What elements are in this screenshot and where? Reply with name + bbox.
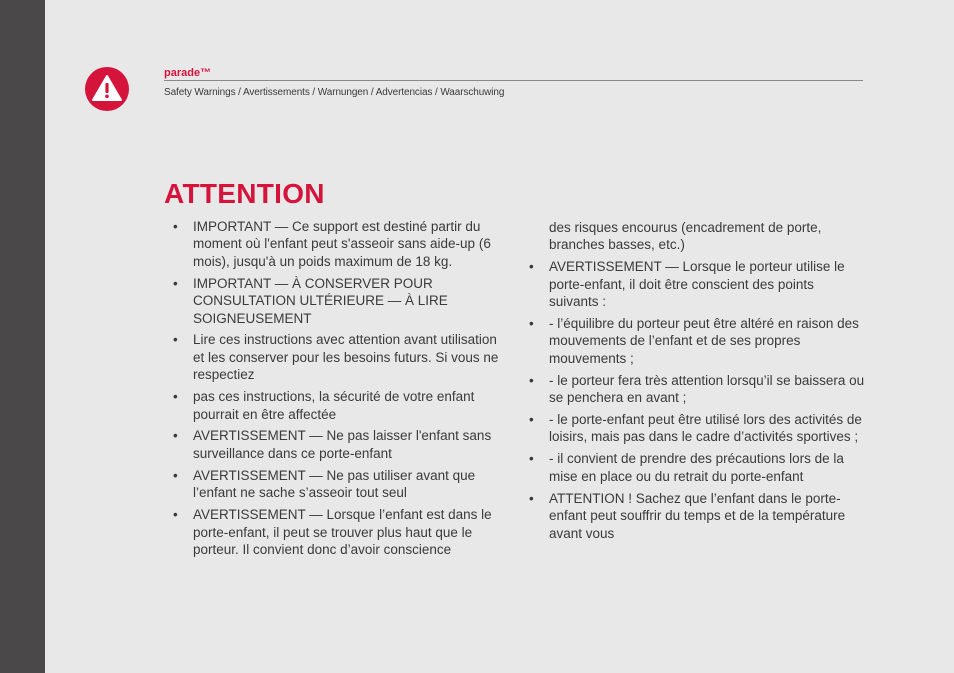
list-item-text: AVERTISSEMENT — Lorsque le porteur utilise le porte-enfant, il doit être conscient des points suivants : [549,259,845,310]
bullet-icon: • [173,275,178,291]
bullet-icon: • [173,219,178,234]
list-item-text: - il convient de prendre des précautions lors de la mise en place ou du retrait du porte-enfant [549,451,844,484]
list-item-text: AVERTISSEMENT — Ne pas utiliser avant que l’enfant ne sache s’asseoir tout seul [193,467,476,501]
list-item [173,388,505,423]
bullet-icon: • [529,412,534,428]
list-item-text: IMPORTANT — À CONSERVER POUR CONSULTATION ULTÉRIEURE — À LIRE SOIGNEUSEMENT [193,275,448,326]
left-warning-list [173,218,505,563]
list-item [173,331,505,383]
list-item [529,411,867,446]
list-item-text: AVERTISSEMENT — Lorsque l’enfant est dans le porte-enfant, il peut se trouver plus haut que le porteur. Il convient donc d’avoir conscience [193,507,492,557]
list-item [173,427,505,462]
bullet-icon: • [173,507,178,523]
list-item-text: IMPORTANT — Ce support est destiné partir du moment où l'enfant peut s'asseoir sans aide-up (6 mois), jusqu'à un poids maximum de 18 kg. [193,219,491,269]
bullet-icon: • [529,259,534,275]
page-title: ATTENTION [164,178,325,209]
header-divider [164,80,863,81]
list-item [529,258,867,310]
list-item-text: des risques encourus (encadrement de porte, branches basses, etc.) [549,220,822,253]
list-item-text: ATTENTION ! Sachez que l’enfant dans le porte-enfant peut souffrir du temps et de la température avant vous [549,490,846,541]
list-item [529,490,867,542]
bullet-icon: • [529,490,534,506]
list-item [529,372,867,407]
bullet-icon: • [529,372,534,388]
list-item-text: - l’équilibre du porteur peut être altéré en raison des mouvements de l’enfant et de ses propres mouvements ; [549,316,859,366]
page-subtitle: Safety Warnings / Avertissements / Warnungen / Advertencias / Waarschuwing [164,87,505,98]
list-item [173,467,505,502]
list-item-text: - le porteur fera très attention lorsqu’il se baissera ou se penchera en avant ; [549,372,865,406]
bullet-icon: • [173,428,178,444]
bullet-icon: • [529,316,534,332]
left-sidebar-band [0,0,45,673]
list-item [173,275,505,327]
list-item [173,506,505,558]
list-item [173,218,505,270]
list-item-continuation [529,219,867,254]
list-item-text: AVERTISSEMENT — Ne pas laisser l'enfant sans surveillance dans ce porte-enfant [193,428,492,461]
list-item-text: Lire ces instructions avec attention avant utilisation et les conserver pour les besoins futurs. Si vous ne respectiez [193,332,499,383]
bullet-icon: • [529,451,534,467]
warning-triangle-icon [85,67,129,111]
right-warning-list [529,219,867,546]
bullet-icon: • [173,467,178,483]
list-item [529,450,867,485]
list-item-text: - le porte-enfant peut être utilisé lors des activités de loisirs, mais pas dans le cadre d’activités sportives ; [549,412,862,445]
brand-name: parade™ [164,67,212,79]
bullet-icon: • [173,389,178,405]
list-item [529,315,867,367]
list-item-text: pas ces instructions, la sécurité de votre enfant pourrait en être affectée [193,389,475,422]
bullet-icon: • [173,332,178,348]
